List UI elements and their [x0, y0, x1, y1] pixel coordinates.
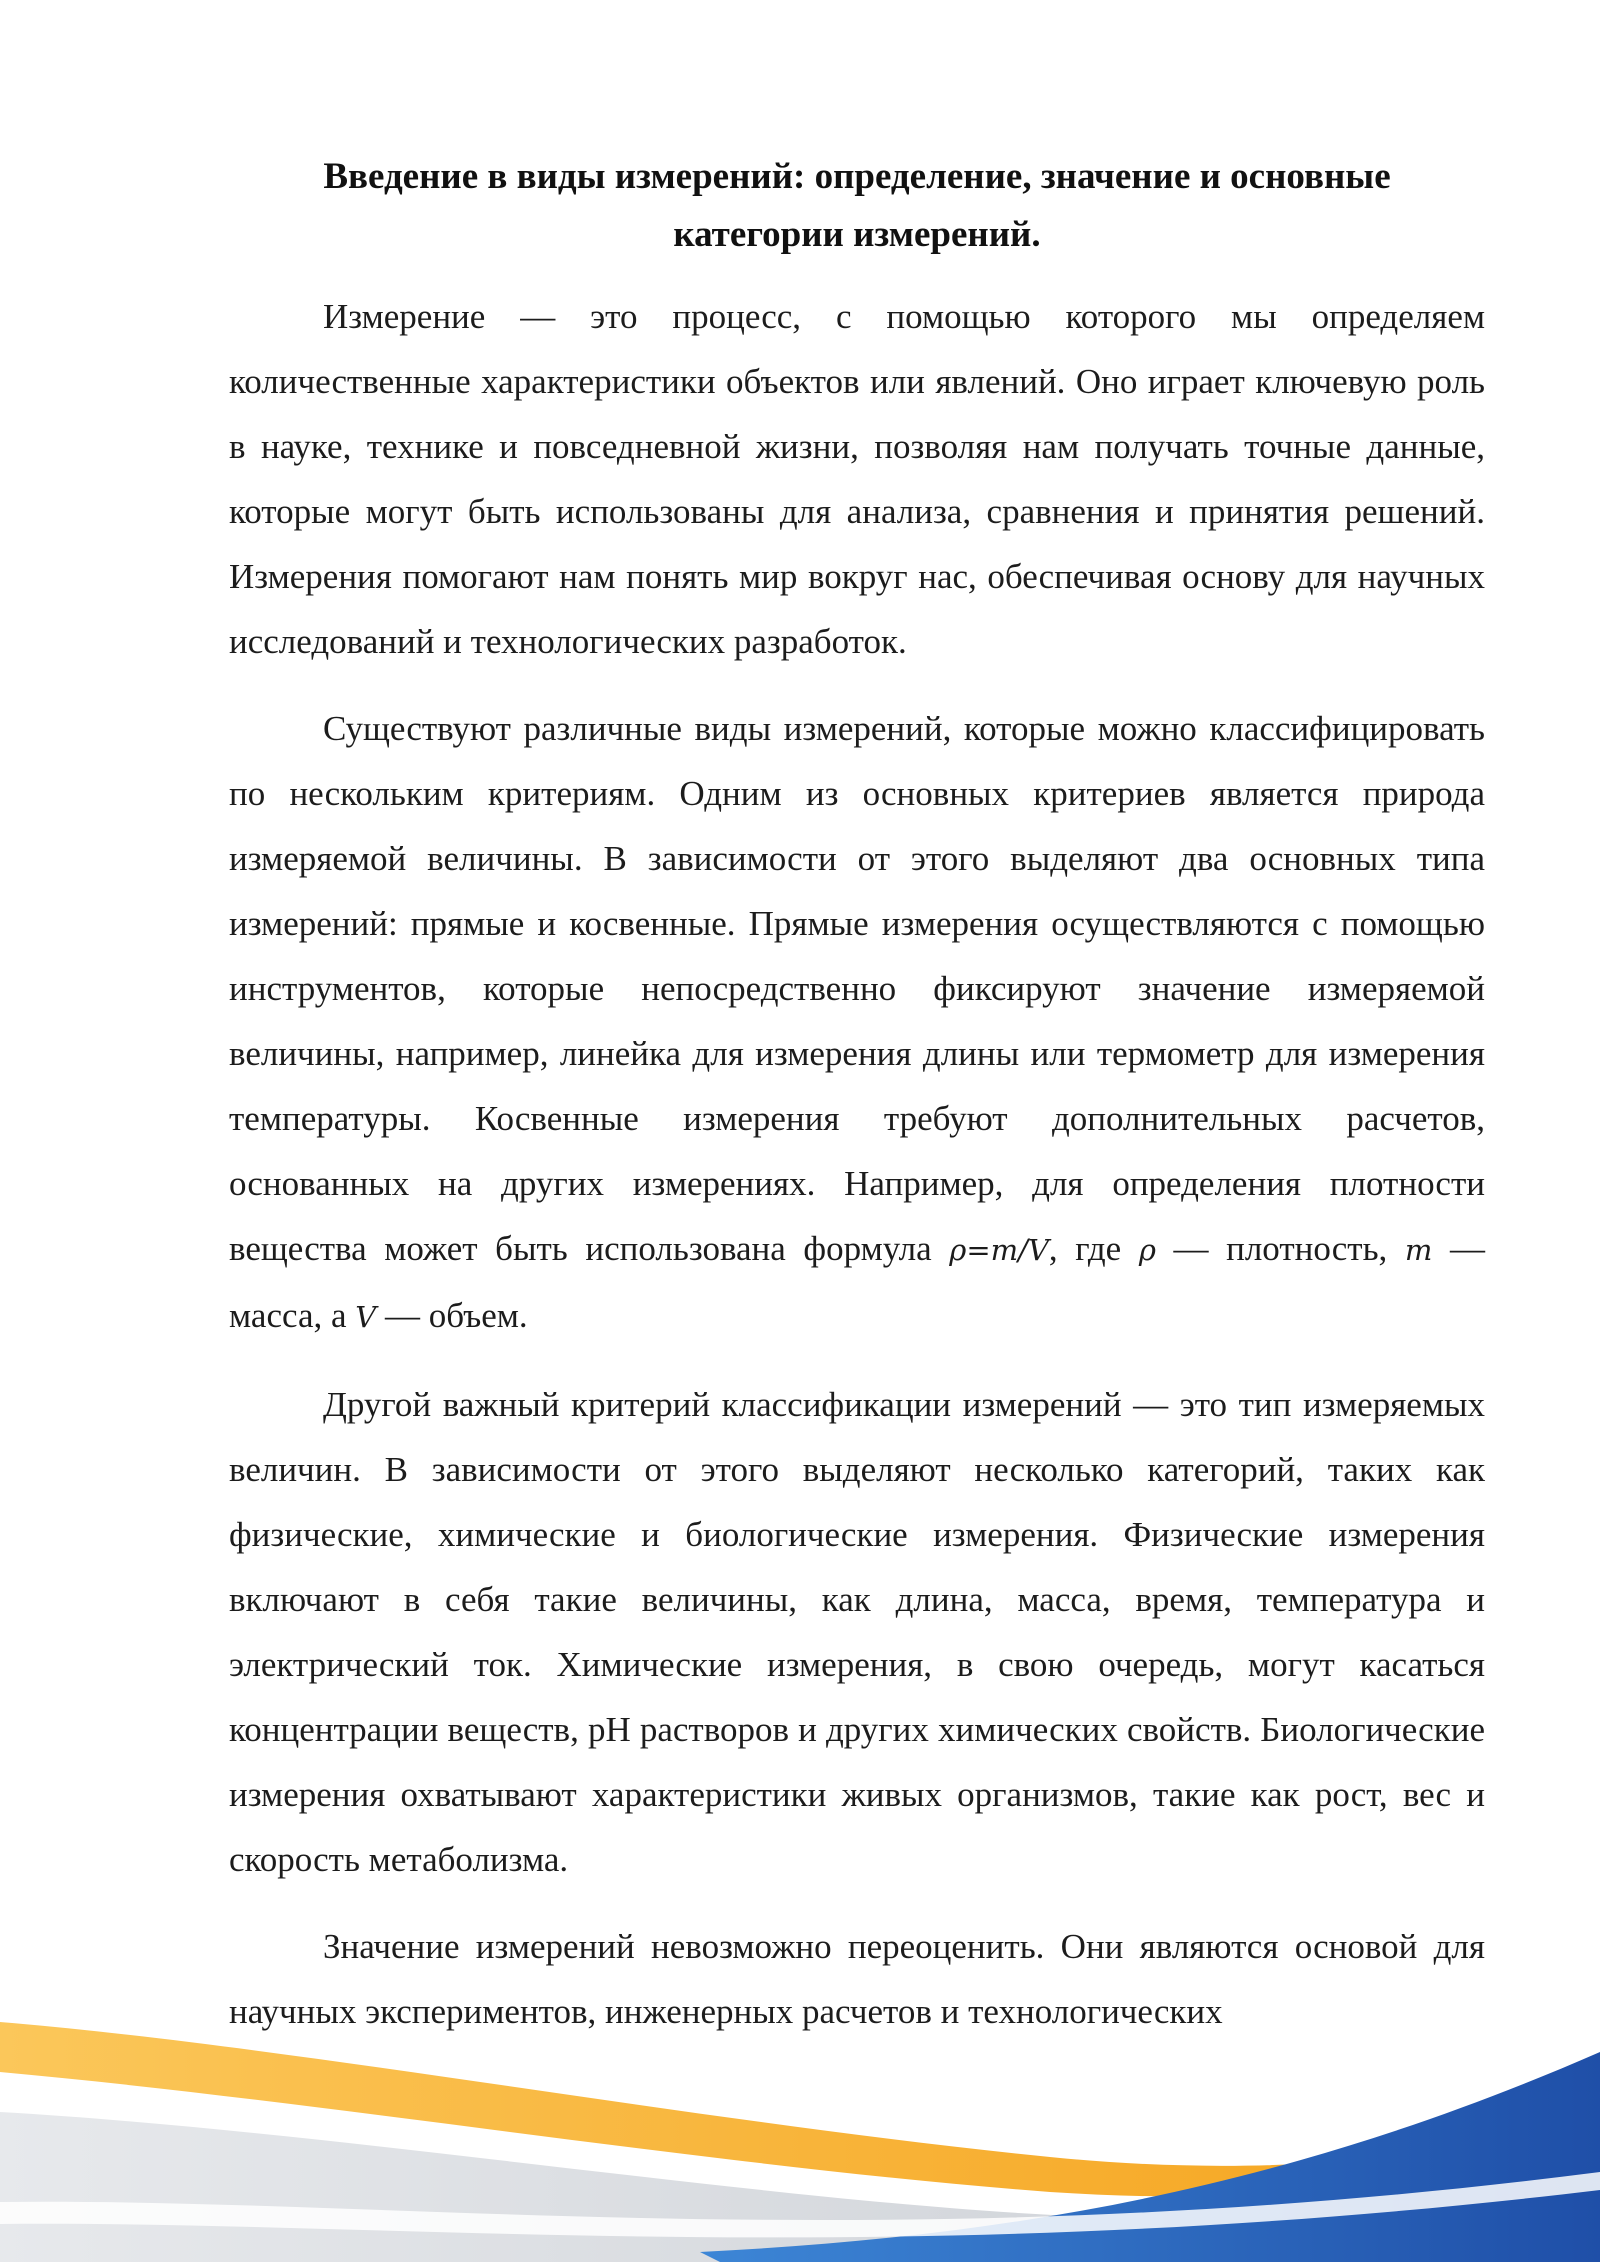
density-formula	[949, 1229, 1049, 1268]
paragraph-intro: Измерение — это процесс, с помощью которого мы определяем количественные характеристики объектов или явлений. Оно играет ключевую роль в науке, технике и повседневной жизни, позволяя нам получать точные данные, которые могут быть использованы для анализа, сравнения и принятия решений. Измерения помогают нам понять мир вокруг нас, обеспечивая основу для научных исследований и технологических разработок.	[229, 297, 1485, 661]
paragraph-significance: Значение измерений невозможно переоценить. Они являются основой для научных экспериментов, инженерных расчетов и технологических	[229, 1927, 1485, 2031]
v-symbol: V	[355, 1300, 377, 1334]
rho-symbol: ρ	[1138, 1233, 1156, 1267]
v-description: — объем.	[384, 1296, 528, 1335]
document-paragraphs	[229, 284, 1485, 2044]
formula-after-text: , где	[1048, 1229, 1122, 1268]
rho-description: — плотность,	[1173, 1229, 1388, 1268]
document-title: Введение в виды измерений: определение, значение и основные категории измерений.	[323, 156, 1391, 255]
paragraph-types-text: Существуют различные виды измерений, которые можно классифицировать по нескольким критериям. Одним из основных критериев является природа измеряемой величины. В зависимости от этого выделяют два основных типа измерений: прямые и косвенные. Прямые измерения осуществляются с помощью инструментов, которые непосредственно фиксируют значение измеряемой величины, например, линейка для измерения длины или термометр для измерения температуры. Косвенные измерения требуют дополнительных расчетов, основанных на других измерениях. Например, для определения плотности вещества может быть использована формула	[229, 709, 1485, 1268]
paragraph-types	[229, 696, 1485, 1350]
formula-slash: /	[1018, 1233, 1028, 1267]
m-symbol: m	[1404, 1233, 1433, 1267]
m-description: — масса, а	[229, 1229, 1485, 1335]
document-body	[229, 148, 1485, 2066]
decorative-wave-footer	[0, 1962, 1600, 2262]
paragraph-categories: Другой важный критерий классификации измерений — это тип измеряемых величин. В зависимости от этого выделяют несколько категорий, таких как физические, химические и биологические измерения. Физические измерения включают в себя такие величины, как длина, масса, время, температура и электрический ток. Химические измерения, в свою очередь, могут касаться концентрации веществ, pH растворов и других химических свойств. Биологические измерения охватывают характеристики живых организмов, такие как рост, вес и скорость метаболизма.	[229, 1385, 1485, 1879]
formula-equals: =	[966, 1233, 991, 1267]
formula-v: V	[1027, 1233, 1049, 1267]
formula-m: m	[990, 1233, 1019, 1267]
formula-rho: ρ	[949, 1233, 967, 1267]
